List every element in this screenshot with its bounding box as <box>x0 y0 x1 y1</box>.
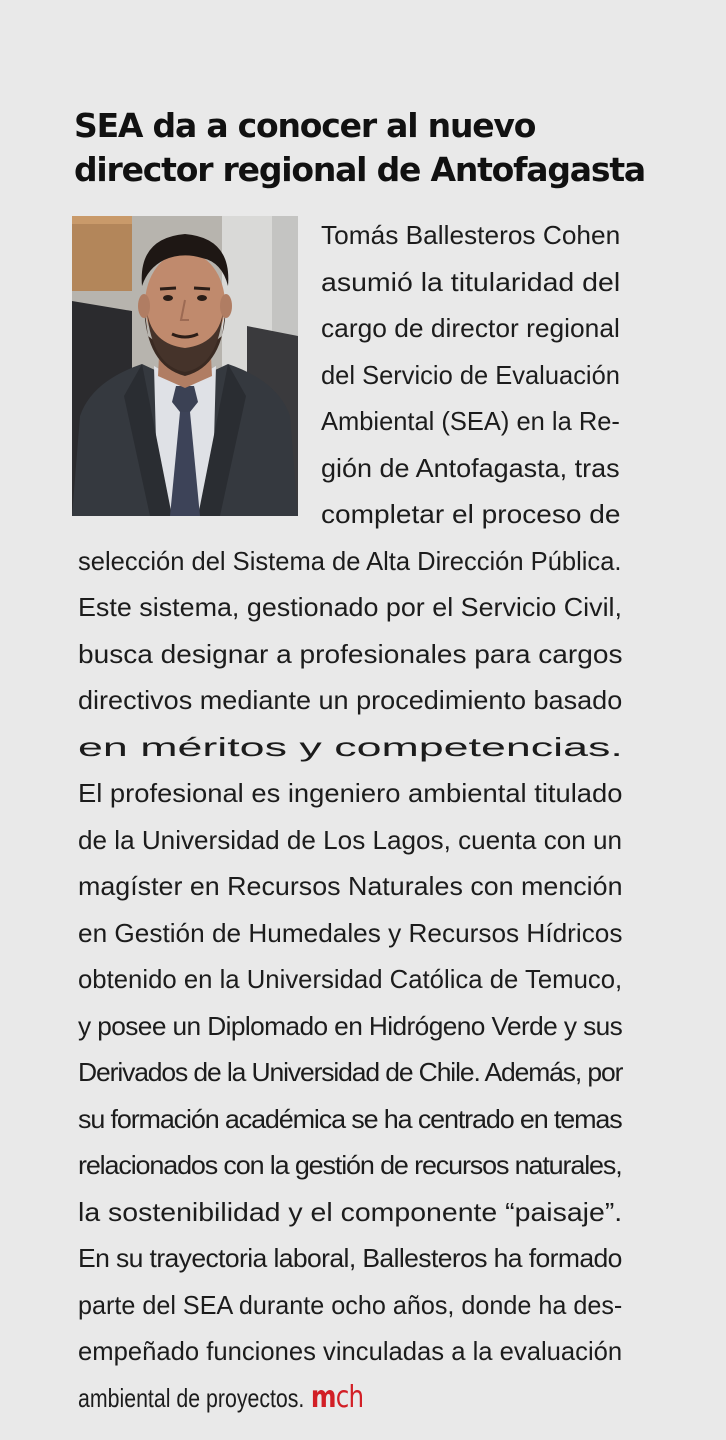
mch-logo <box>311 1380 363 1415</box>
text-line: Derivados de la Universidad de Chile. Además, por <box>78 1057 623 1087</box>
logo-ch: ch <box>335 1379 364 1415</box>
text-line: su formación académica se ha centrado en temas <box>78 1103 622 1134</box>
logo-m: m <box>310 1379 336 1415</box>
text-line: asumió la titularidad del <box>321 266 621 297</box>
text-line: empeñado funciones vinculadas a la evaluación <box>78 1336 623 1366</box>
text-line: selección del Sistema de Alta Dirección Pública. <box>78 545 622 576</box>
text-line: y posee un Diplomado en Hidrógeno Verde y sus <box>78 1010 623 1041</box>
text-line: en méritos y competencias. <box>78 731 623 762</box>
text-line: Tomás Ballesteros Cohen <box>321 220 621 250</box>
text-line: Ambiental (SEA) en la Re- <box>321 406 620 436</box>
text-line: El profesional es ingeniero ambiental titulado <box>78 778 623 808</box>
headline-line: SEA da a conocer al nuevo <box>74 106 536 145</box>
text-line: En su trayectoria laboral, Ballesteros ha formado <box>78 1243 622 1273</box>
text-line: del Servicio de Evaluación <box>321 359 620 390</box>
article-body <box>78 212 630 1421</box>
headline-line: director regional de Antofagasta <box>74 150 645 189</box>
text-line: gión de Antofagasta, tras <box>321 452 620 483</box>
text-line: completar el proceso de <box>321 499 621 529</box>
text-line: la sostenibilidad y el componente “paisaje”. <box>78 1196 623 1227</box>
text-line: en Gestión de Humedales y Recursos Hídricos <box>78 917 623 948</box>
text-line: directivos mediante un procedimiento basado <box>78 685 623 715</box>
text-line: obtenido en la Universidad Católica de Temuco, <box>78 964 623 994</box>
text-line: ambiental de proyectos. <box>78 1382 305 1413</box>
text-line: cargo de director regional <box>321 313 620 343</box>
text-line: magíster en Recursos Naturales con mención <box>78 871 623 901</box>
text-line: Este sistema, gestionado por el Servicio Civil, <box>78 592 623 622</box>
text-line: de la Universidad de Los Lagos, cuenta con un <box>78 824 623 855</box>
last-line <box>78 1375 531 1422</box>
text-line: relacionados con la gestión de recursos naturales, <box>78 1150 622 1180</box>
text-line: busca designar a profesionales para cargos <box>78 638 623 669</box>
article-headline <box>74 104 674 192</box>
text-line: parte del SEA durante ocho años, donde ha des- <box>78 1289 623 1320</box>
